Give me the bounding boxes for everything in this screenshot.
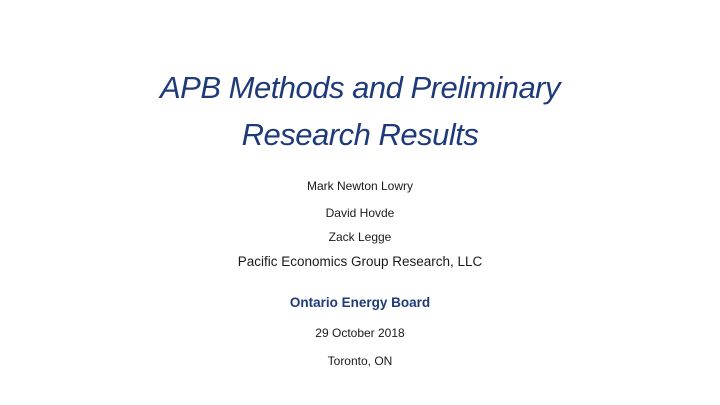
presentation-date: 29 October 2018: [315, 326, 405, 340]
organization-name: Pacific Economics Group Research, LLC: [237, 254, 483, 269]
author-1: Mark Newton Lowry: [306, 179, 414, 193]
presentation-location: Toronto, ON: [327, 354, 393, 368]
author-3: Zack Legge: [328, 230, 392, 244]
slide-title-line-1: APB Methods and Preliminary: [159, 70, 561, 105]
slide-title-line-2: Research Results: [241, 117, 479, 152]
client-name: Ontario Energy Board: [289, 295, 431, 310]
author-2: David Hovde: [325, 206, 395, 220]
